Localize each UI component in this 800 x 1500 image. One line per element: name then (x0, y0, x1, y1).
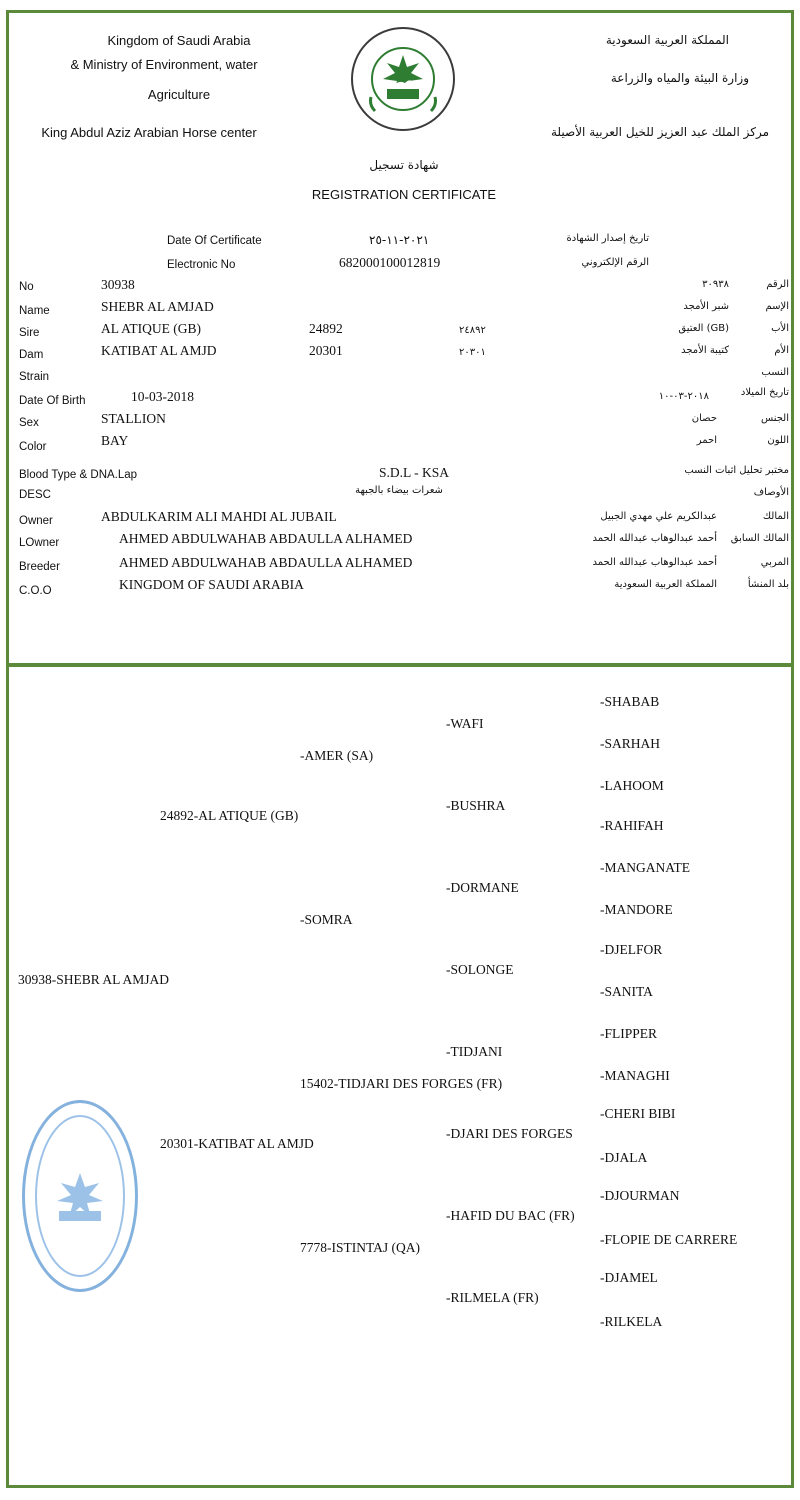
pedigree-horse: 30938-SHEBR AL AMJAD (18, 972, 170, 987)
sex-ar-value: حصان (691, 413, 717, 424)
blood-type-value: S.D.L - KSA (379, 465, 450, 480)
pedigree-g4-item: -FLIPPER (600, 1026, 658, 1041)
header-en-center: King Abdul Aziz Arabian Horse center (41, 125, 257, 140)
dam-number: 20301 (309, 343, 343, 358)
pedigree-g4-item: -DJAMEL (600, 1270, 658, 1285)
breeder-ar-value: أحمد عبدالوهاب عبدالله الحمد (592, 557, 717, 568)
sex-ar-label: الجنس (760, 413, 789, 424)
date-of-certificate-label: Date Of Certificate (167, 235, 262, 247)
coo-ar-label: بلد المنشأ (747, 579, 789, 590)
strain-ar-label: النسب (761, 367, 789, 378)
lowner-value: AHMED ABDULWAHAB ABDAULLA ALHAMED (119, 531, 413, 546)
header-ar-line1: المملكة العربية السعودية (605, 33, 729, 47)
sex-label: Sex (19, 417, 39, 429)
sire-ar-value: (GB) العتيق (678, 323, 729, 334)
date-of-certificate-label-ar: تاريخ إصدار الشهادة (566, 233, 649, 244)
name-ar-value: شبر الأمجد (683, 301, 729, 312)
pedigree-g3-item: -RILMELA (FR) (446, 1290, 539, 1305)
pedigree-g2-item: -SOMRA (300, 912, 353, 927)
electronic-no-value: 682000100012819 (339, 255, 441, 270)
pedigree-g2-item: 15402-TIDJARI DES FORGES (FR) (300, 1076, 503, 1091)
sire-value: AL ATIQUE (GB) (101, 321, 201, 336)
header-ar-line2: وزارة البيئة والمياه والزراعة (610, 71, 749, 85)
coo-ar-value: المملكة العربية السعودية (614, 579, 717, 590)
ministry-emblem-icon (351, 27, 455, 131)
name-ar-label: الإسم (765, 301, 789, 312)
no-ar-value: ٣٠٩٣٨ (702, 279, 729, 290)
cert-title-en: REGISTRATION CERTIFICATE (311, 187, 497, 202)
coo-label: C.O.O (19, 585, 52, 597)
dam-value: KATIBAT AL AMJD (101, 343, 217, 358)
desc-ar-label: الأوصاف (753, 487, 789, 498)
pedigree-g4-item: -CHERI BIBI (600, 1106, 676, 1121)
official-stamp-icon (22, 1100, 138, 1292)
pedigree-g3-item: -BUSHRA (446, 798, 506, 813)
dam-label: Dam (19, 349, 44, 361)
pedigree-g4-item: -SANITA (600, 984, 653, 999)
sire-ar-label: الأب (771, 323, 789, 334)
header-en-line3: Agriculture (147, 87, 211, 102)
dam-ar-value: كتيبة الأمجد (681, 345, 729, 356)
pedigree-dam: 20301-KATIBAT AL AMJD (160, 1136, 314, 1151)
pedigree-g4-item: -DJALA (600, 1150, 648, 1165)
pedigree-sire: 24892-AL ATIQUE (GB) (160, 808, 299, 823)
dob-label: Date Of Birth (19, 395, 86, 407)
dob-ar-label: تاريخ الميلاد (740, 387, 789, 398)
dam-number-ar: ٢٠٣٠١ (459, 347, 486, 358)
name-value: SHEBR AL AMJAD (101, 299, 214, 314)
pedigree-g4-item: -DJOURMAN (600, 1188, 680, 1203)
blood-type-label: Blood Type & DNA.Lap (19, 469, 138, 481)
breeder-value: AHMED ABDULWAHAB ABDAULLA ALHAMED (119, 555, 413, 570)
pedigree-g3-item: -DORMANE (446, 880, 519, 895)
name-label: Name (19, 305, 50, 317)
pedigree-g4-item: -SHABAB (600, 694, 660, 709)
desc-value: شعرات بيضاء بالجبهة (355, 485, 443, 496)
certificate-panel (6, 10, 794, 666)
breeder-label: Breeder (19, 561, 60, 573)
lowner-ar-label: المالك السابق (730, 533, 789, 544)
header-en-line2: & Ministry of Environment, water (70, 57, 258, 72)
header-en-line1: Kingdom of Saudi Arabia (107, 33, 251, 48)
pedigree-g4-item: -RILKELA (600, 1314, 663, 1329)
sire-number-ar: ٢٤٨٩٢ (459, 325, 486, 336)
owner-ar-label: المالك (762, 511, 789, 522)
dam-ar-label: الأم (774, 345, 789, 356)
pedigree-g4-item: -DJELFOR (600, 942, 663, 957)
no-label: No (19, 281, 34, 293)
pedigree-g3-item: -HAFID DU BAC (FR) (446, 1208, 575, 1223)
sire-label: Sire (19, 327, 40, 339)
pedigree-g3-item: -DJARI DES FORGES (446, 1126, 573, 1141)
color-value: BAY (101, 433, 129, 448)
blood-type-ar-label: مختبر تحليل اثبات النسب (684, 465, 789, 476)
pedigree-g2-item: -AMER (SA) (300, 748, 374, 763)
owner-ar-value: عبدالكريم علي مهدي الجبيل (600, 511, 717, 522)
no-ar-label: الرقم (766, 279, 789, 290)
date-of-certificate-value: ٢٠٢١-١١-٢٥ (369, 233, 430, 247)
owner-value: ABDULKARIM ALI MAHDI AL JUBAIL (101, 509, 337, 524)
pedigree-g4-item: -RAHIFAH (600, 818, 664, 833)
pedigree-g4-item: -FLOPIE DE CARRERE (600, 1232, 738, 1247)
electronic-no-label: Electronic No (167, 259, 236, 271)
pedigree-g2-item: 7778-ISTINTAJ (QA) (300, 1240, 421, 1255)
color-label: Color (19, 441, 47, 453)
pedigree-g3-item: -WAFI (446, 716, 484, 731)
strain-label: Strain (19, 371, 50, 383)
pedigree-g4-item: -MANGANATE (600, 860, 690, 875)
sex-value: STALLION (101, 411, 166, 426)
pedigree-g4-item: -MANAGHI (600, 1068, 670, 1083)
electronic-no-label-ar: الرقم الإلكتروني (581, 257, 649, 268)
sire-number: 24892 (309, 321, 343, 336)
no-value: 30938 (101, 277, 135, 292)
dob-value: 10-03-2018 (131, 389, 194, 404)
dob-ar-value: ٢٠١٨-٠٣-١٠ (658, 391, 709, 402)
owner-label: Owner (19, 515, 53, 527)
pedigree-g4-item: -LAHOOM (600, 778, 664, 793)
color-ar-label: اللون (767, 435, 789, 446)
breeder-ar-label: المربي (760, 557, 789, 568)
lowner-label: LOwner (19, 537, 60, 549)
header-ar-center: مركز الملك عبد العزيز للخيل العربية الأصيلة (551, 125, 769, 139)
cert-title-ar: شهادة تسجيل (369, 158, 439, 172)
pedigree-g3-item: -SOLONGE (446, 962, 514, 977)
color-ar-value: احمر (696, 435, 717, 446)
pedigree-g4-item: -MANDORE (600, 902, 673, 917)
coo-value: KINGDOM OF SAUDI ARABIA (119, 577, 304, 592)
pedigree-g3-item: -TIDJANI (446, 1044, 503, 1059)
desc-label: DESC (19, 489, 51, 501)
lowner-ar-value: أحمد عبدالوهاب عبدالله الحمد (592, 533, 717, 544)
pedigree-g4-item: -SARHAH (600, 736, 661, 751)
